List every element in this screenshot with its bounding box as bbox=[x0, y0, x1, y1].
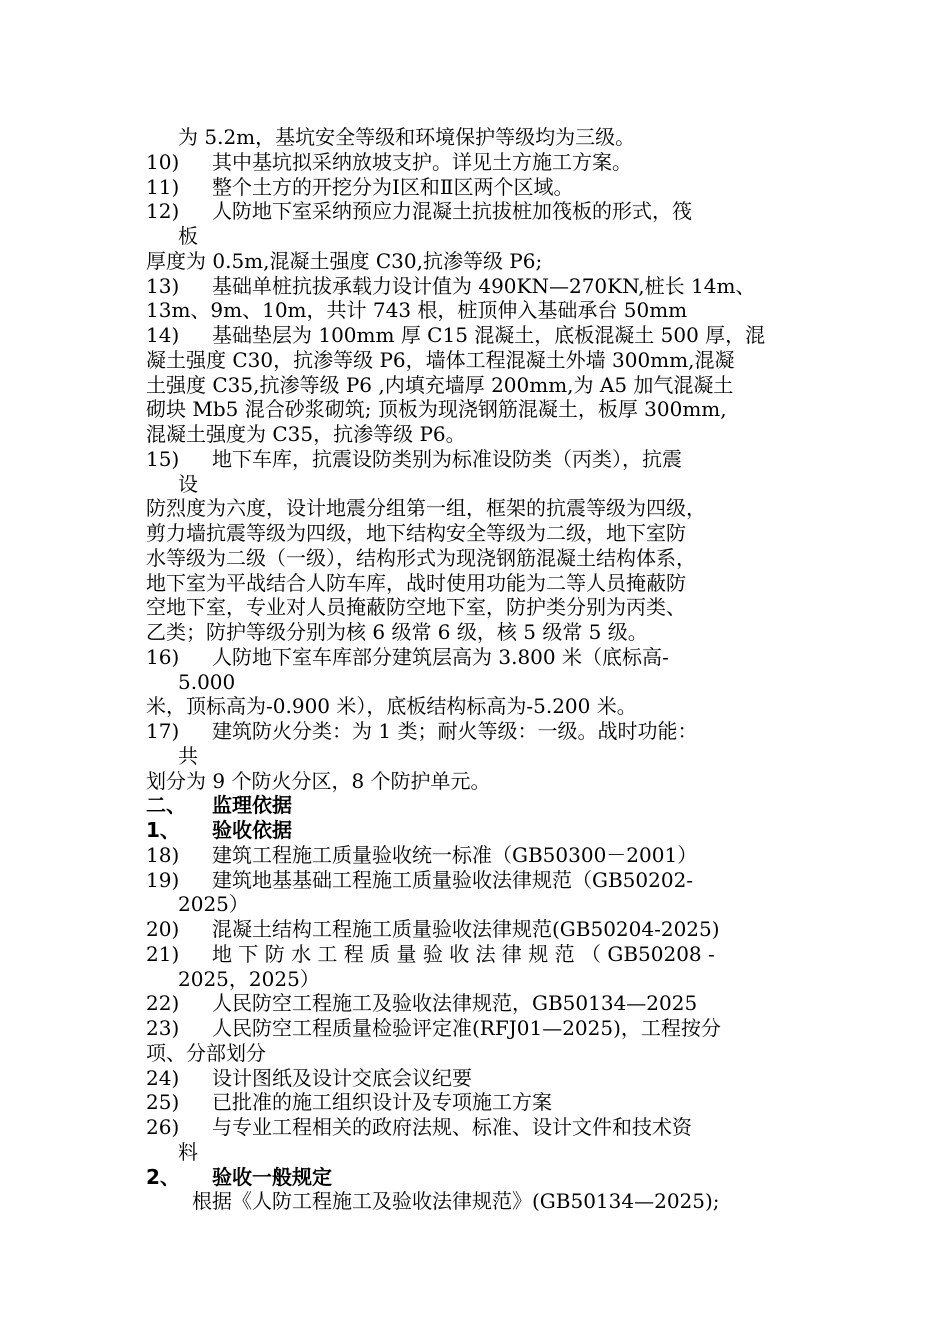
line-number: 10) bbox=[146, 149, 180, 174]
line-text: 其中基坑拟采纳放坡支护。详见土方施工方案。 bbox=[212, 149, 632, 174]
text-line bbox=[146, 718, 697, 744]
line-number: 16) bbox=[146, 644, 180, 669]
text-line bbox=[146, 570, 686, 596]
text-line bbox=[146, 495, 706, 521]
line-number: 25) bbox=[146, 1090, 180, 1115]
line-text: 13m、9m、10m，共计 743 根，桩顶伸入基础承台 50mm bbox=[146, 298, 688, 323]
line-number: 14) bbox=[146, 323, 180, 347]
line-text: 土强度 C35,抗渗等级 P6 ,内填充墙厚 200mm,为 A5 加气混凝土 bbox=[146, 372, 734, 397]
text-line bbox=[146, 248, 542, 274]
text-line bbox=[146, 1089, 552, 1115]
line-text: 监理依据 bbox=[212, 793, 292, 818]
text-line bbox=[146, 396, 727, 422]
line-text: 5.000 bbox=[178, 669, 236, 694]
line-number: 19) bbox=[146, 867, 180, 892]
line-text: 地下室为平战结合人防车库，战时使用功能为二等人员掩蔽防 bbox=[146, 570, 686, 595]
line-number: 26) bbox=[146, 1115, 180, 1139]
section-heading bbox=[146, 792, 292, 818]
line-number: 12) bbox=[146, 199, 180, 224]
text-line bbox=[146, 545, 696, 571]
text-line bbox=[146, 941, 715, 967]
text-line bbox=[178, 471, 198, 497]
text-line bbox=[146, 867, 693, 893]
text-line bbox=[146, 174, 574, 200]
text-line bbox=[146, 520, 686, 546]
text-line bbox=[178, 966, 320, 992]
line-text: 根据《人防工程施工及验收法律规范》(GB50134—2025); bbox=[192, 1189, 720, 1214]
line-text: 厚度为 0.5m,混凝土强度 C30,抗渗等级 P6; bbox=[146, 248, 543, 273]
text-line bbox=[146, 1040, 266, 1066]
line-text: 与专业工程相关的政府法规、标准、设计文件和技术资 bbox=[212, 1115, 692, 1139]
line-text: 设 bbox=[178, 471, 198, 496]
text-line bbox=[178, 223, 198, 249]
line-text: 建筑地基基础工程施工质量验收法律规范（GB50202- bbox=[212, 867, 694, 892]
line-text: 设计图纸及设计交底会议纪要 bbox=[212, 1065, 472, 1090]
text-line bbox=[146, 273, 755, 299]
line-text: 空地下室，专业对人员掩蔽防空地下室，防护类分别为丙类、 bbox=[146, 595, 686, 620]
line-text: 划分为 9 个防火分区，8 个防护单元。 bbox=[146, 768, 491, 793]
line-number: 1、 bbox=[146, 818, 180, 842]
text-line bbox=[178, 743, 198, 769]
line-text: 已批准的施工组织设计及专项施工方案 bbox=[212, 1090, 552, 1115]
line-text: 整个土方的开挖分为Ⅰ区和Ⅱ区两个区域。 bbox=[212, 174, 574, 199]
text-line bbox=[146, 916, 720, 942]
line-text: 验收依据 bbox=[212, 818, 292, 842]
line-number: 15) bbox=[146, 446, 180, 471]
text-line bbox=[146, 644, 669, 670]
line-text: 共 bbox=[178, 743, 198, 768]
text-line bbox=[178, 669, 235, 695]
text-line bbox=[146, 1015, 721, 1041]
line-text: 建筑工程施工质量验收统一标准（GB50300－2001） bbox=[212, 842, 698, 867]
section-heading bbox=[146, 817, 292, 843]
line-text: 混凝土强度为 C35，抗渗等级 P6。 bbox=[146, 422, 466, 446]
line-text: 2025） bbox=[178, 892, 249, 917]
text-line bbox=[146, 693, 637, 719]
line-number: 18) bbox=[146, 842, 180, 867]
line-number: 13) bbox=[146, 273, 180, 298]
text-line bbox=[146, 347, 734, 373]
line-text: 建筑防火分类：为 1 类；耐火等级：一级。战时功能： bbox=[212, 719, 698, 743]
text-line bbox=[178, 891, 249, 917]
line-number: 20) bbox=[146, 917, 180, 941]
line-number: 2、 bbox=[146, 1164, 180, 1189]
line-number: 17) bbox=[146, 719, 180, 743]
line-number: 11) bbox=[146, 174, 180, 199]
line-text: 为 5.2m，基坑安全等级和环境保护等级均为三级。 bbox=[178, 125, 636, 149]
line-text: 板 bbox=[178, 224, 198, 248]
text-line bbox=[146, 768, 491, 794]
line-text: 凝土强度 C30，抗渗等级 P6，墙体工程混凝土外墙 300mm,混凝 bbox=[146, 347, 735, 372]
text-line bbox=[146, 322, 765, 348]
line-text: 人民防空工程施工及验收法律规范，GB50134—2025 bbox=[212, 991, 698, 1016]
text-line bbox=[146, 619, 648, 645]
line-text: 地下车库，抗震设防类别为标准设防类（丙类），抗震 bbox=[212, 446, 682, 471]
line-text: 砌块 Mb5 混合砂浆砌筑; 顶板为现浇钢筋混凝土，板厚 300mm, bbox=[146, 397, 727, 422]
text-line bbox=[146, 594, 686, 620]
text-line bbox=[146, 372, 733, 398]
line-text: 人防地下室采纳预应力混凝土抗拔桩加筏板的形式，筏 bbox=[212, 199, 692, 224]
section-heading bbox=[146, 1164, 332, 1190]
text-line bbox=[178, 124, 635, 150]
line-number: 二、 bbox=[146, 793, 186, 818]
line-text: 防烈度为六度，设计地震分组第一组，框架的抗震等级为四级， bbox=[146, 496, 706, 521]
line-text: 米，顶标高为-0.900 米），底板结构标高为-5.200 米。 bbox=[146, 694, 637, 719]
line-text: 验收一般规定 bbox=[212, 1164, 332, 1189]
text-line bbox=[192, 1188, 720, 1214]
line-text: 项、分部划分 bbox=[146, 1040, 266, 1065]
text-line bbox=[146, 990, 697, 1016]
line-text: 基础垫层为 100mm 厚 C15 混凝土，底板混凝土 500 厚，混 bbox=[212, 323, 766, 347]
line-number: 24) bbox=[146, 1065, 180, 1090]
text-line bbox=[178, 1139, 198, 1165]
text-line bbox=[146, 842, 697, 868]
line-number: 22) bbox=[146, 991, 180, 1016]
line-text: 乙类；防护等级分别为核 6 级常 6 级，核 5 级常 5 级。 bbox=[146, 620, 648, 644]
text-line bbox=[146, 446, 682, 472]
text-line bbox=[146, 421, 466, 447]
line-number: 21) bbox=[146, 941, 180, 966]
text-line bbox=[146, 198, 692, 224]
text-line bbox=[146, 1114, 692, 1140]
line-text: 人防地下室车库部分建筑层高为 3.800 米（底标高- bbox=[212, 644, 669, 669]
line-text: 2025，2025） bbox=[178, 966, 320, 991]
line-text: 剪力墙抗震等级为四级，地下结构安全等级为二级，地下室防 bbox=[146, 521, 686, 545]
line-text: 地 下 防 水 工 程 质 量 验 收 法 律 规 范 （ GB50208 - bbox=[212, 941, 715, 966]
line-text: 料 bbox=[178, 1139, 198, 1164]
line-number: 23) bbox=[146, 1016, 180, 1040]
line-text: 人民防空工程质量检验评定准(RFJ01—2025)，工程按分 bbox=[212, 1016, 721, 1040]
line-text: 混凝土结构工程施工质量验收法律规范(GB50204-2025) bbox=[212, 917, 720, 941]
text-line bbox=[146, 149, 632, 175]
text-line bbox=[146, 297, 687, 323]
line-text: 基础单桩抗拔承载力设计值为 490KN—270KN,桩长 14m、 bbox=[212, 273, 756, 298]
text-line bbox=[146, 1065, 472, 1091]
line-text: 水等级为二级（一级），结构形式为现浇钢筋混凝土结构体系， bbox=[146, 545, 696, 570]
